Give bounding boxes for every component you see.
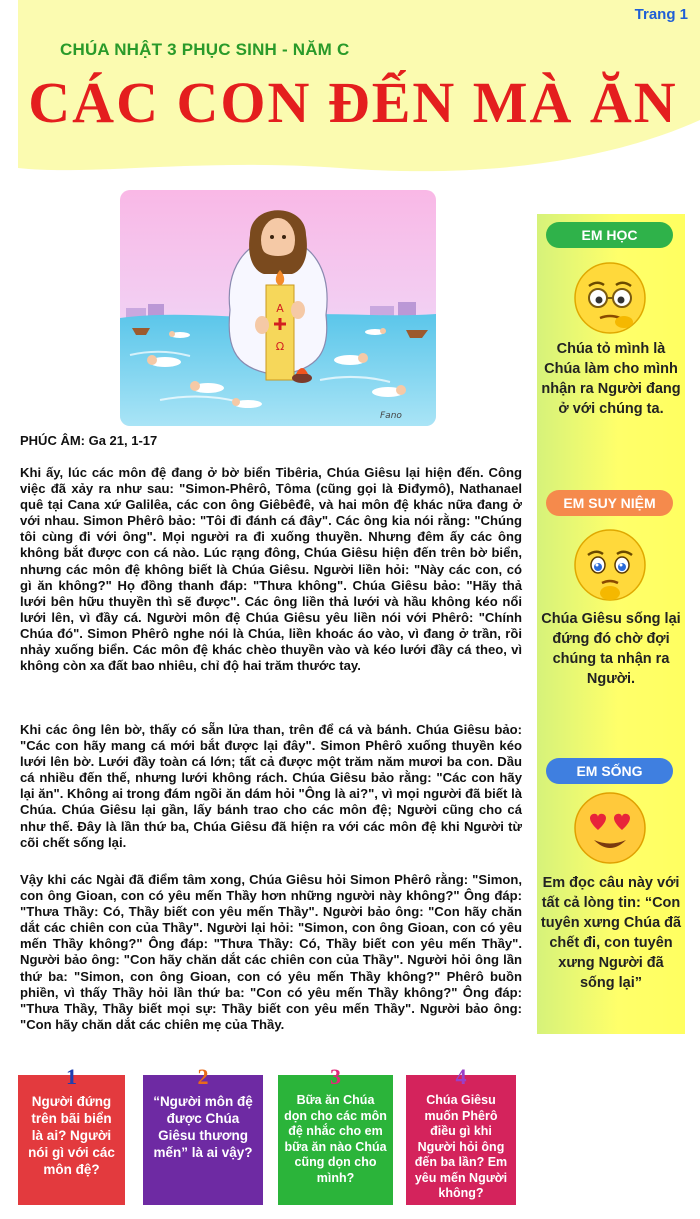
em-suy-niem-text: Chúa Giêsu sống lại đứng đó chờ đợi chúng ta nhận ra Người. (541, 611, 681, 687)
page-title: CÁC CON ĐẾN MÀ ĂN (28, 70, 678, 135)
question-text: Bữa ăn Chúa dọn cho các môn đệ nhắc cho em bữa ăn nào Chúa cũng dọn cho mình? (284, 1093, 387, 1185)
page-subtitle: CHÚA NHẬT 3 PHỤC SINH - NĂM C (60, 40, 350, 59)
question-box-2 (143, 1064, 263, 1205)
gospel-reference: PHÚC ÂM: Ga 21, 1-17 (20, 433, 158, 448)
page-number: Trang 1 (634, 6, 688, 23)
gospel-paragraph-2: Khi các ông lên bờ, thấy có sẵn lửa than, trên để cá và bánh. Chúa Giêsu bảo: "Các con hãy mang cá mới bắt được lại đây". Simon Phêrô xuống thuyền kéo lưới lên bờ. Lưới đầy toàn cá lớn; tất cả được một trăm năm mươi ba con. Dầu cá nhiều đến thế, nhưng lưới không rách. Chúa Giêsu bảo rằng: "Các con hãy lại ăn". Không ai trong đám ngồi ăn dám hỏi "Ông là ai?", vì mọi người đã biết là Chúa. Chúa Giêsu lại gần, lấy bánh trao cho các môn đệ; Người cũng cho cá như thế. Đây là lần thứ ba, Chúa Giêsu đã hiện ra với các môn đệ khi Người từ cõi chết sống lại. (20, 722, 522, 850)
question-number: 1 (66, 1064, 77, 1089)
em-song-text: Em đọc câu này với tất cả lòng tin: “Con tuyên xưng Chúa đã chết đi, con tuyên xưng Người đã sống lại” (540, 875, 682, 991)
thinking-face-with-glasses-icon (572, 260, 648, 336)
svg-text:Ω: Ω (275, 340, 285, 353)
question-text: “Người môn đệ được Chúa Giêsu thương mến” là ai vậy? (153, 1094, 253, 1160)
tag-em-suy-niem: EM SUY NIỆM (546, 490, 673, 516)
question-number: 2 (197, 1064, 209, 1089)
question-number: 3 (330, 1064, 341, 1089)
question-text: Chúa Giêsu muốn Phêrô điều gì khi Người hỏi ông đến ba lần? Em yêu mến Người không? (414, 1093, 508, 1200)
artist-signature: Fano (380, 411, 402, 421)
gospel-paragraph-1: Khi ấy, lúc các môn đệ đang ở bờ biển Tibêria, Chúa Giêsu lại hiện đến. Công việc đã xảy ra như sau: "Simon-Phêrô, Tôma (cũng gọi là Điđymô), Nathanael quê tại Cana xứ Galilêa, các con ông Giêbêđê, và hai môn đệ khác nữa đang ở với nhau. Simon Phêrô bảo: "Tôi đi đánh cá đây". Các ông kia nói rằng: "Chúng tôi cùng đi với ông". Mọi người ra đi xuống thuyền. Nhưng đêm ấy các ông không bắt được con cá nào. Lúc rạng đông, Chúa Giêsu hiện đến trên bờ biển, nhưng các môn đệ không biết là Chúa Giêsu. Người liền hỏi: "Này các con, có gì ăn không?" Họ đồng thanh đáp: "Thưa không". Chúa Giêsu bảo: "Hãy thả lưới bên hữu thuyền thì sẽ được". Các ông liền thả lưới và hầu không kéo nổi lưới lên, vì đầy cá. Người môn đệ Chúa Giêsu yêu liền nói với Phêrô: "Chính Chúa đó". Simon Phêrô nghe nói là Chúa, liền khoác áo vào, vì đang ở trần, rồi nhảy xuống biển. Các môn đệ khác chèo thuyền vào và kéo lưới đầy cá theo, vì không còn xa đất bao nhiêu, chỉ độ hai trăm thước tay. (20, 465, 522, 674)
heart-eyes-face-icon (572, 790, 648, 866)
question-text: Người đứng trên bãi biển là ai? Người nói gì với các môn đệ? (28, 1094, 115, 1177)
svg-text:A: A (276, 302, 284, 315)
jesus-lake-illustration (120, 190, 436, 426)
tag-em-hoc: EM HỌC (546, 222, 673, 248)
em-hoc-text: Chúa tỏ mình là Chúa làm cho mình nhận ra Người đang ở với chúng ta. (541, 341, 681, 417)
question-box-4 (406, 1064, 516, 1205)
question-number: 4 (455, 1064, 467, 1089)
question-box-1 (18, 1064, 125, 1205)
tag-em-song: EM SỐNG (546, 758, 673, 784)
gospel-paragraph-3: Vậy khi các Ngài đã điểm tâm xong, Chúa Giêsu hỏi Simon Phêrô rằng: "Simon, con ông Gioan, con có yêu mến Thầy hơn những người này không?" Ông đáp: "Thưa Thầy: Có, Thầy biết con yêu mến Thầy". Người bảo ông: "Con hãy chăn dắt các chiên con của Thầy". Người lại hỏi: "Simon, con ông Gioan, con có yêu mến Thầy không?" Ông đáp: "Thưa Thầy: Có, Thầy biết con yêu mến Thầy". Người bảo ông: "Con hãy chăn dắt các chiên con của Thầy". Người hỏi ông lần thứ ba: "Simon, con ông Gioan, con có yêu mến Thầy không?" Phêrô buồn phiền, vì thấy Thầy hỏi lần thứ ba: "Con có yêu mến Thầy không?" Ông đáp: "Thưa Thầy, Thầy biết mọi sự: Thầy biết con yêu mến Thầy". Người bảo ông: "Con hãy chăn dắt các chiên mẹ của Thầy. (20, 872, 522, 1032)
pleading-face-icon (572, 527, 648, 603)
question-box-3 (278, 1064, 393, 1205)
